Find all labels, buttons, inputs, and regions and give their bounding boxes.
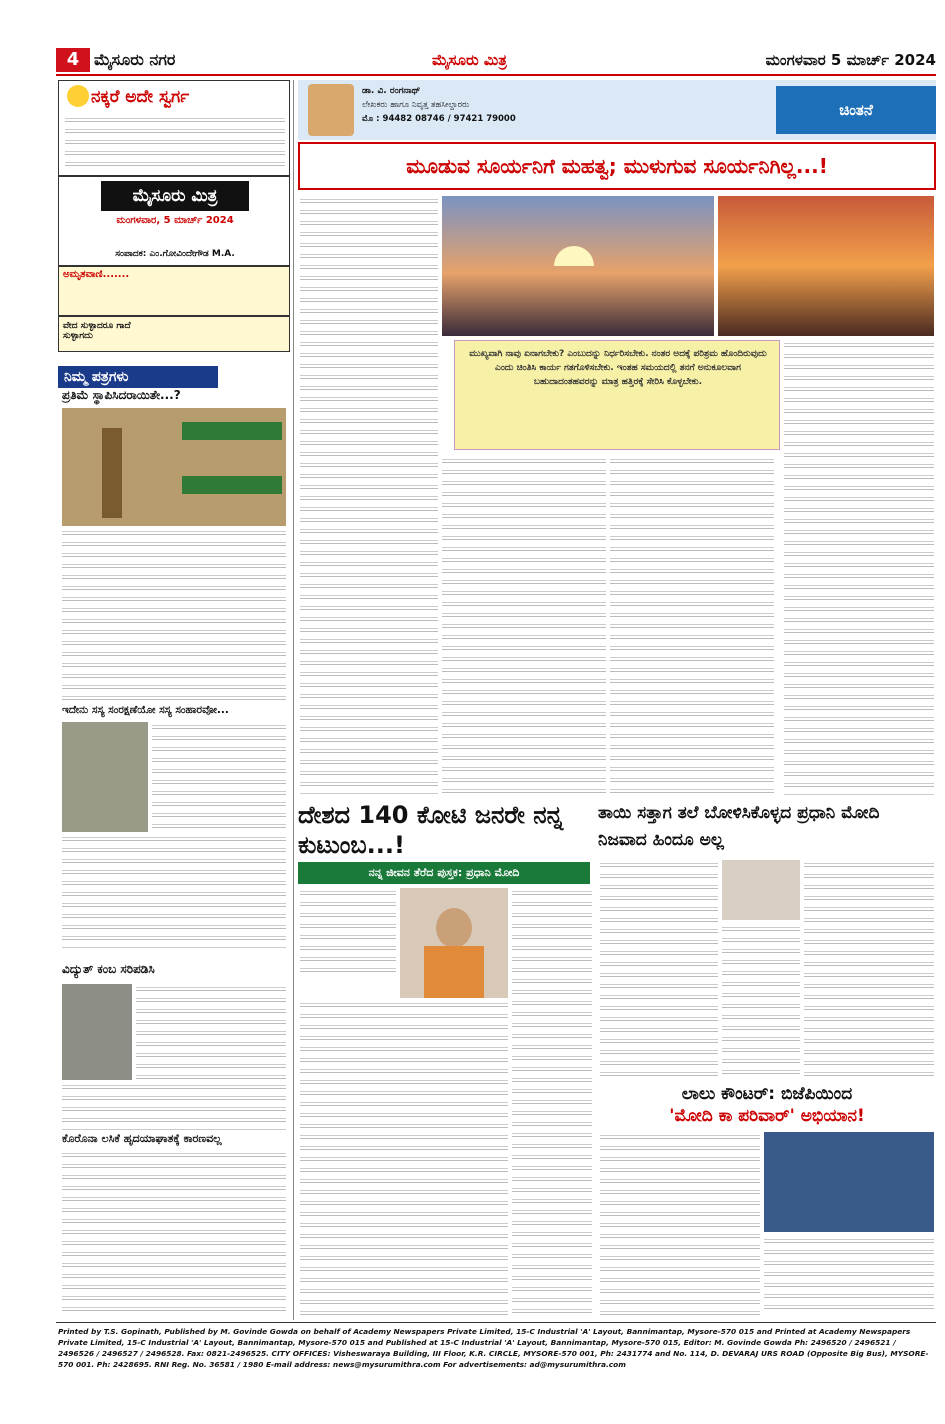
letter2-title: ಇದೇನು ಸಸ್ಯ ಸಂರಕ್ಷಣೆಯೋ ಸಸ್ಯ ಸಂಹಾರವೋ... — [62, 704, 229, 716]
garden-photo — [62, 722, 148, 832]
story2-subhead: ನನ್ನ ಜೀವನ ತೆರೆದ ಪುಸ್ತಕ: ಪ್ರಧಾನಿ ಮೋದಿ — [298, 862, 590, 884]
veda-box — [58, 316, 290, 352]
letter4-title: ಕೊರೊನಾ ಲಸಿಕೆ ಹೃದಯಾಘಾತಕ್ಕೆ ಕಾರಣವಲ್ಲ — [62, 1132, 222, 1145]
author-band — [298, 80, 936, 140]
sunrise-photo — [442, 196, 714, 336]
pullquote-text: ಮುಖ್ಯವಾಗಿ ನಾವು ಏನಾಗಬೇಕು? ಎಂಬುದನ್ನು ನಿರ್ಧರಿಸಬೇಕು. ನಂತರ ಅದಕ್ಕೆ ಪರಿಶ್ರಮ ಹೊಂದಿರುವುದು ಎಂದು ಚಿಂತಿಸಿ ಕಾರ್ಯ ಗತಗೊಳಿಸಬೇಕು. ಇಂತಹ ಸಮಯದಲ್ಲಿ ತನಗೆ ಅನುಕೂಲವಾಗ ಬಹುದಾದಂತಹವರನ್ನು ಮಾತ್ರ ಹತ್ತಿರಕ್ಕೆ ಸೇರಿಸಿ ಕೊಳ್ಳಬೇಕು. — [469, 349, 767, 387]
sign-board — [182, 476, 282, 494]
statue-photo — [62, 408, 286, 526]
editor-line: ಸಂಪಾದಕ: ಎಂ.ಗೋವಿಂದೇಗೌಡ M.A. — [115, 249, 235, 259]
brand-name: ಮೈಸೂರು ಮಿತ್ರ — [432, 51, 507, 69]
letters-banner: ನಿಮ್ಮ ಪತ್ರಗಳು — [58, 366, 218, 388]
modi-photo — [400, 888, 508, 998]
nakkare-box — [58, 80, 290, 176]
social-post-image — [764, 1132, 934, 1232]
masthead: ಮೈಸೂರು ಮಿತ್ರ — [101, 181, 249, 211]
column-name: ಚಿಂತನೆ — [776, 86, 936, 134]
sun-shape — [554, 246, 594, 266]
veda-title: ವೇದ ಸುಳ್ಳಾದರೂ ಗಾದೆ ಸುಳ್ಳಾಗದು — [63, 321, 131, 341]
letter3-title: ವಿದ್ಯುತ್ ಕಂಬ ಸರಿಪಡಿಸಿ — [62, 962, 155, 976]
sign-board — [182, 422, 282, 440]
letter1-title: ಪ್ರತಿಮೆ ಸ್ಥಾಪಿಸಿದರಾಯಿತೇ...? — [62, 388, 181, 402]
story4-headline-2: 'ಮೋದಿ ಕಾ ಪರಿವಾರ್' ಅಭಿಯಾನ! — [669, 1106, 865, 1126]
pole-photo — [62, 984, 132, 1080]
issue-date: ಮಂಗಳವಾರ 5 ಮಾರ್ಚ್ 2024 — [765, 51, 936, 69]
author-role: ಲೇಖಕರು ಹಾಗೂ ನಿವೃತ್ತ ತಹಸೀಲ್ದಾರರು — [362, 100, 470, 110]
column-divider — [293, 80, 294, 1320]
section-name: ಮೈಸೂರು ನಗರ — [94, 50, 176, 69]
author-name: ಡಾ. ವಿ. ರಂಗನಾಥ್ — [362, 86, 421, 96]
imprint: Printed by T.S. Gopinath, Published by M. Govinde Gowda on behalf of Academy Newspapers Private Limited, 15-C Industrial 'A' Layout, Bannimantap, Mysore-570 015 and Printed at Academy Newspapers Private Limited, 15-C Industrial 'A' Layout, Bannimantap, Mysore-570 015 and Published at 15-C Industrial 'A' Layout, Bannimantap, Mysore-570 015, Editor: M. Govinde Gowda Ph: 2496520 / 2496521 / 2496526 / 2496527 / 2496528. Fax: 0821-2496525. CITY OFFICES: Visheswaraya Building, III Floor, K.R. CIRCLE, MYSORE-570 001, Ph: 2431774 and No. 114, D. DEVARAJ URS ROAD (Opposite Big Bus), MYSORE-570 001. Ph: 2428695. RNI Reg. No. 36581 / 1980 E-mail address: news@mysurumithra.com For advertisements: ad@mysurumithra.com — [58, 1327, 929, 1369]
footer-rule — [56, 1322, 936, 1323]
story3-headline: ತಾಯಿ ಸತ್ತಾಗ ತಲೆ ಬೋಳಿಸಿಕೊಳ್ಳದ ಪ್ರಧಾನಿ ಮೋದಿ ನಿಜವಾದ ಹಿಂದೂ ಅಲ್ಲ — [598, 803, 880, 850]
face-shape — [436, 908, 472, 948]
masthead-box — [58, 176, 290, 266]
sunset-photo — [718, 196, 934, 336]
story4-headline-1: ಲಾಲು ಕೌಂಟರ್: ಬಿಜೆಪಿಯಿಂದ — [681, 1084, 853, 1104]
statue-shape — [102, 428, 122, 518]
main-headline: ಮೂಡುವ ಸೂರ್ಯನಿಗೆ ಮಹತ್ವ; ಮುಳುಗುವ ಸೂರ್ಯನಿಗಿಲ್ಲ...! — [298, 142, 936, 190]
author-photo — [308, 84, 354, 136]
header-rule — [56, 74, 936, 76]
nakkare-title: ನಕ್ಕರೆ ಅದೇ ಸ್ವರ್ಗ — [91, 87, 190, 107]
amrutavani-title: ಅಮೃತವಾಣಿ....... — [63, 269, 130, 280]
masthead-date: ಮಂಗಳವಾರ, 5 ಮಾರ್ಚ್ 2024 — [116, 215, 234, 226]
pullquote-box — [454, 340, 780, 450]
story2-headline: ದೇಶದ 140 ಕೋಟಿ ಜನರೇ ನನ್ನ ಕುಟುಂಬ...! — [298, 801, 564, 859]
page-number: 4 — [56, 48, 90, 72]
author-phone: ಮೊ : 94482 08746 / 97421 79000 — [362, 114, 516, 124]
amrutavani-box — [58, 266, 290, 316]
laugh-icon — [67, 85, 89, 107]
lalu-photo — [722, 860, 800, 920]
garment-shape — [424, 946, 484, 998]
page-header — [56, 48, 936, 72]
